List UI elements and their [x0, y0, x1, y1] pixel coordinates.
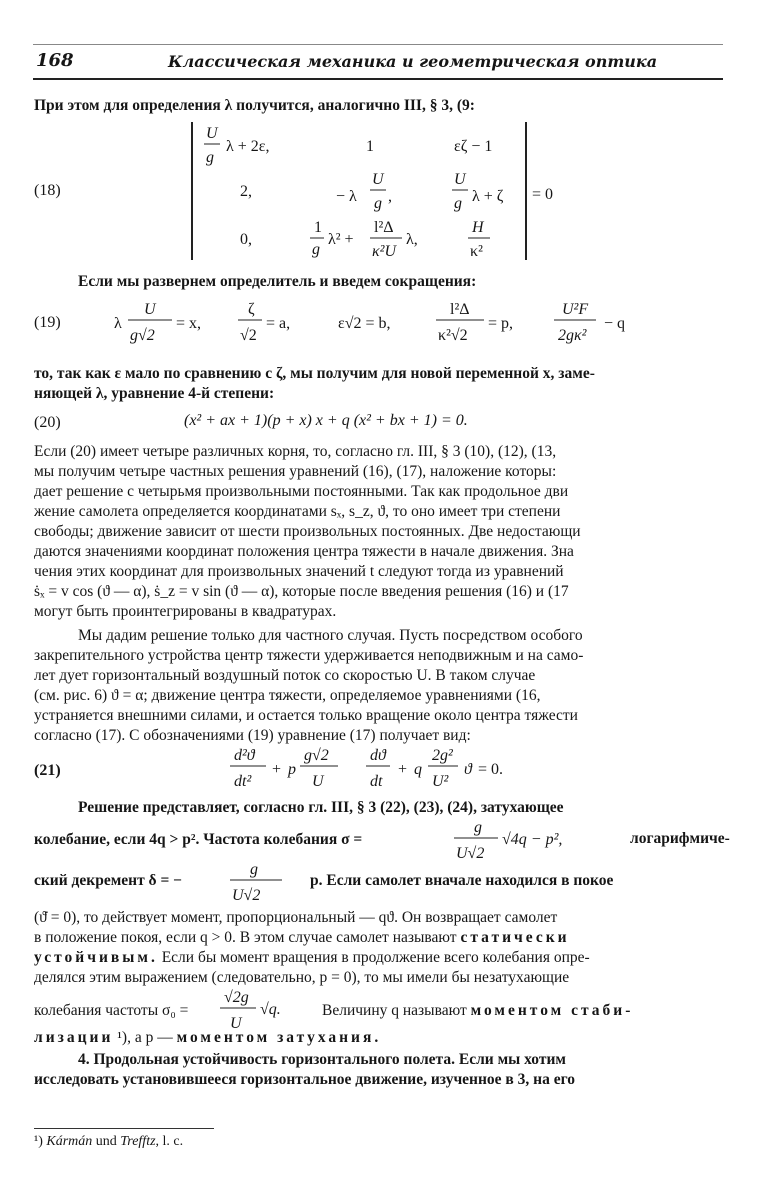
svg-text:g: g — [312, 241, 320, 258]
svg-text:ζ: ζ — [248, 301, 255, 318]
svg-text:− q: − q — [604, 315, 626, 332]
svg-text:U: U — [372, 171, 384, 188]
intro-line: При этом для определения λ получится, аналогично III, § 3, (9: — [34, 97, 475, 114]
para-solution-line2b: логарифмиче- — [630, 830, 730, 847]
para-after20-line7: чения этих координат для произвольных значений t следуют тогда из уравнений — [34, 563, 564, 580]
eq19-label: (19) — [34, 314, 61, 331]
para-after20-line6: даются значениями координат положения центра тяжести в начале движения. Зна — [34, 543, 574, 560]
term-statically: статически — [460, 929, 570, 946]
svg-text:ε√2 = b,: ε√2 = b, — [338, 315, 391, 332]
para-lizacii — [34, 1028, 724, 1048]
para-rest-line2 — [34, 928, 724, 948]
svg-text:κ²U: κ²U — [372, 243, 397, 260]
eq19-formula — [110, 294, 670, 354]
footnote-rule — [34, 1128, 214, 1129]
svg-text:U: U — [144, 301, 156, 318]
svg-text:0,: 0, — [240, 231, 252, 248]
section4-line2: исследовать установившееся горизонтальное движение, изученное в 3, на его — [34, 1071, 576, 1088]
svg-text:U√2: U√2 — [456, 845, 485, 862]
eq21-label: (21) — [34, 762, 61, 779]
para-rest-line3-text: Если бы момент вращения в продолжение всего колебания опре- — [161, 949, 590, 966]
svg-text:g: g — [374, 195, 382, 212]
svg-text:λ: λ — [114, 315, 122, 332]
eq20-formula: (x² + ax + 1)(p + x) x + q (x² + bx + 1) = 0. — [184, 412, 468, 429]
para-after20-line4: жение самолета определяется координатами sₓ, s_z, ϑ, то оно имеет три степени — [34, 503, 561, 520]
para-after19-line1: то, так как ε мало по сравнению с ζ, мы получим для новой переменной x, заме- — [34, 365, 595, 382]
para-sigma0-line — [322, 1002, 633, 1020]
para-sigma0-b: Величину q называют — [322, 1002, 467, 1019]
svg-text:= 0.: = 0. — [478, 761, 504, 778]
running-title: Классическая механика и геометрическая оптика — [168, 52, 658, 71]
section4-text1: Если мы хотим — [458, 1051, 566, 1068]
svg-text:g: g — [250, 861, 258, 878]
svg-text:U: U — [312, 773, 324, 790]
para-rest-line2-text: в положение покоя, если q > 0. В этом случае самолет называют — [34, 929, 457, 946]
svg-text:− λ: − λ — [336, 188, 357, 205]
svg-text:√2: √2 — [240, 327, 257, 344]
svg-text:λ + 2ε,: λ + 2ε, — [226, 138, 270, 155]
svg-text:g: g — [454, 195, 462, 212]
svg-text:p: p — [288, 761, 296, 778]
svg-text:U: U — [454, 171, 466, 188]
svg-text:= p,: = p, — [488, 315, 514, 332]
footnote-und: und — [95, 1134, 117, 1149]
svg-text:g: g — [206, 149, 214, 166]
svg-text:+: + — [272, 761, 282, 778]
eq18-label: (18) — [34, 182, 61, 199]
svg-text:U: U — [230, 1015, 242, 1032]
svg-text:U²: U² — [432, 773, 449, 790]
para-special-line5: устраняется внешними силами, и остается только вращение около центра тяжести — [34, 707, 578, 724]
para-solution-line3b: p. Если самолет вначале находился в покое — [310, 872, 614, 889]
para-rest-line3 — [34, 948, 724, 968]
para-rest-line1: (ϑ̇ = 0), то действует момент, пропорциональный — qϑ. Он возвращает самолет — [34, 909, 558, 926]
svg-text:dt: dt — [370, 773, 383, 790]
svg-text:√2g: √2g — [224, 989, 249, 1006]
footnote-mark: ¹) — [34, 1134, 43, 1149]
term-stable: устойчивым. — [34, 949, 158, 966]
svg-text:κ²√2: κ²√2 — [438, 327, 468, 344]
svg-text:√4q − p²,: √4q − p², — [502, 831, 563, 848]
para-lizacii-mid: ¹), а p — — [117, 1029, 173, 1046]
para-special-line1: Мы дадим решение только для частного случая. Пусть посредством особого — [78, 627, 583, 644]
svg-text:ϑ: ϑ — [464, 761, 472, 778]
header-top-rule — [33, 44, 723, 45]
para-after19-line2: няющей λ, уравнение 4-й степени: — [34, 385, 275, 402]
svg-text:,: , — [388, 188, 392, 205]
svg-text:2gκ²: 2gκ² — [558, 327, 587, 344]
svg-text:dt²: dt² — [234, 773, 252, 790]
eq18-rhs: = 0 — [532, 186, 554, 203]
term-damping: моментом затухания. — [176, 1029, 382, 1046]
svg-text:λ + ζ: λ + ζ — [472, 188, 504, 205]
svg-text:2g²: 2g² — [432, 747, 453, 764]
svg-text:= x,: = x, — [176, 315, 202, 332]
term-moment-stab: моментом стаби- — [470, 1002, 634, 1019]
svg-text:1: 1 — [366, 138, 374, 155]
svg-text:λ,: λ, — [406, 231, 418, 248]
para-19-intro: Если мы развернем определитель и введем сокращения: — [78, 273, 477, 290]
eq21-formula — [226, 740, 546, 802]
para-solution-line1: Решение представляет, согласно гл. III, § 3 (22), (23), (24), затухающее — [78, 799, 564, 816]
para-rest-line4: делялся этим выражением (следовательно, p = 0), то мы имели бы незатухающие — [34, 969, 570, 986]
eq18-determinant — [180, 118, 580, 268]
svg-text:+: + — [398, 761, 408, 778]
svg-text:U√2: U√2 — [232, 887, 261, 904]
para-after20-line8: ṡₓ = v cos (ϑ — α), ṡ_z = v sin (ϑ — α), которые после введения решения (16) и (17 — [34, 583, 569, 600]
section4-title: 4. Продольная устойчивость горизонтального полета. — [78, 1051, 455, 1068]
svg-text:l²Δ: l²Δ — [374, 219, 394, 236]
para-after20-line2: мы получим четыре частных решения уравнений (16), (17), наложение которы: — [34, 463, 557, 480]
svg-text:q: q — [414, 761, 422, 778]
svg-text:d²ϑ: d²ϑ — [234, 747, 255, 764]
header-rule — [33, 78, 723, 80]
para-special-line2: закрепительного устройства центр тяжести удерживается неподвижным и на само- — [34, 647, 584, 664]
svg-text:l²Δ: l²Δ — [450, 301, 470, 318]
term-lizacii: лизации — [34, 1029, 114, 1046]
svg-text:U: U — [206, 125, 218, 142]
para-special-line3: лет дует горизонтальный воздушный поток со скоростью U. В таком случае — [34, 667, 536, 684]
svg-text:H: H — [472, 219, 484, 236]
para-special-line4: (см. рис. 6) ϑ = α; движение центра тяжести, определяемое уравнениями (16, — [34, 687, 541, 704]
para-special-line6: согласно (17). С обозначениями (19) уравнение (17) получает вид: — [34, 727, 471, 744]
svg-text:εζ − 1: εζ − 1 — [454, 138, 493, 155]
svg-text:√q.: √q. — [260, 1001, 281, 1018]
svg-text:κ²: κ² — [470, 243, 483, 260]
svg-text:= a,: = a, — [266, 315, 291, 332]
para-after20-line9: могут быть проинтегрированы в квадратурах. — [34, 603, 337, 620]
para-after20-line1: Если (20) имеет четыре различных корня, то, согласно гл. III, § 3 (10), (12), (13, — [34, 443, 557, 460]
eq20-label: (20) — [34, 414, 61, 431]
para-solution-line3a: ский декремент δ = − — [34, 872, 183, 889]
para-after20-line5: свободы; движение зависит от шести произвольных постоянных. Две недостающи — [34, 523, 581, 540]
svg-text:g: g — [474, 819, 482, 836]
section4-line1 — [78, 1050, 724, 1070]
para-sigma0-a: колебания частоты σ₀ = — [34, 1002, 189, 1019]
page-number: 168 — [36, 50, 74, 71]
para-after20-line3: дает решение с четырьмя произвольными постоянными. Так как продольное дви — [34, 483, 569, 500]
svg-text:U²F: U²F — [562, 301, 589, 318]
svg-text:dϑ: dϑ — [370, 747, 386, 764]
svg-text:2,: 2, — [240, 183, 252, 200]
svg-text:λ² +: λ² + — [328, 231, 354, 248]
para-solution-line2a: колебание, если 4q > p². Частота колебания σ = — [34, 831, 363, 848]
svg-text:g√2: g√2 — [304, 747, 329, 764]
svg-text:g√2: g√2 — [130, 327, 155, 344]
footnote: ¹) Kármán und Trefftz, l. c. — [34, 1134, 184, 1149]
footnote-ref: l. c. — [162, 1134, 184, 1149]
eq-frequency — [452, 816, 602, 866]
svg-text:1: 1 — [314, 219, 322, 236]
footnote-author1: Kármán — [46, 1134, 93, 1149]
eq-decrement — [226, 858, 306, 908]
footnote-author2: Trefftz — [120, 1134, 156, 1149]
